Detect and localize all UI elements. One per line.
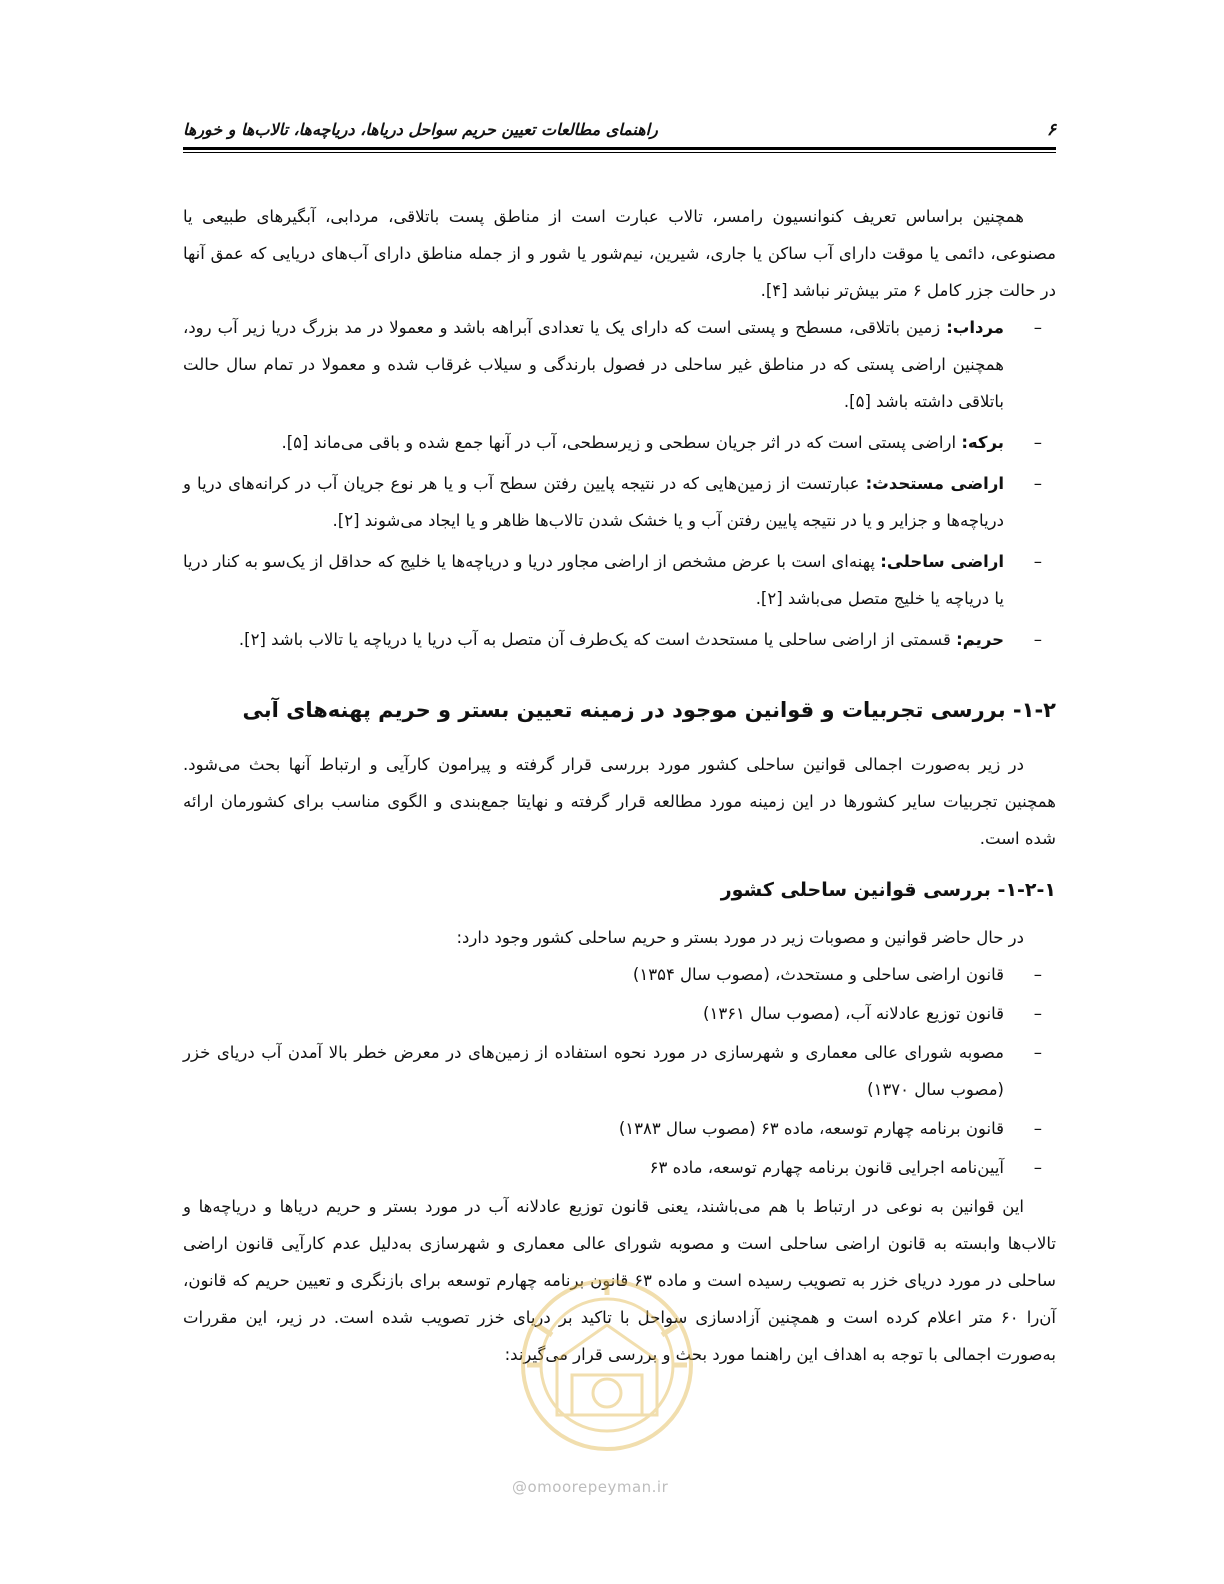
running-header [183, 112, 1056, 146]
page-number: ۶ [1046, 120, 1056, 140]
watermark-url [512, 1478, 668, 1496]
law-item [183, 956, 1056, 993]
laws-list [183, 956, 1056, 1186]
dash-bullet-icon: – [1033, 552, 1042, 571]
definition-item [183, 309, 1056, 420]
definition-text: زمین باتلاقی، مسطح و پستی است که دارای یک یا تعدادی آبراهه باشد و معمولا در مد بزرگ دریا زیر آب رود، همچنین اراضی پستی که در مناطق غیر ساحلی در فصول بارندگی و سیلاب غرقاب شده و معمولا در تمام سال حالت باتلاقی داشته باشد [۵]. [183, 318, 1004, 411]
watermark-url-text: omoorepeyman.ir [527, 1478, 669, 1496]
definition-term: مرداب: [946, 318, 1004, 337]
law-text: قانون اراضی ساحلی و مستحدث، (مصوب سال ۱۳۵۴) [632, 965, 1004, 984]
header-rule [183, 147, 1056, 153]
definition-item [183, 424, 1056, 461]
intro-paragraph: همچنین براساس تعریف کنوانسیون رامسر، تالاب عبارت است از مناطق پست باتلاقی، مردابی، آبگیرهای طبیعی یا مصنوعی، دائمی یا موقت دارای آب ساکن یا جاری، شیرین، نیم‌شور یا شور و از جمله مناطق دارای آب‌های دریایی که عمق آنها در حالت جزر کامل ۶ متر بیش‌تر نباشد [۴]. [183, 207, 1056, 300]
dash-bullet-icon: – [1033, 474, 1042, 493]
law-text: قانون توزیع عادلانه آب، (مصوب سال ۱۳۶۱) [703, 1004, 1004, 1023]
law-text: مصوبه شورای عالی معماری و شهرسازی در مورد نحوه استفاده از زمین‌های در معرض خطر بالا آمدن آب دریای خزر (مصوب سال ۱۳۷۰) [183, 1043, 1004, 1099]
main-content [183, 198, 1056, 1373]
definition-list [183, 309, 1056, 658]
definition-term: برکه: [961, 433, 1004, 452]
dash-bullet-icon: – [1033, 433, 1042, 452]
definition-item [183, 621, 1056, 658]
dash-bullet-icon: – [1033, 1043, 1042, 1062]
section-heading-2-1: ۱-۲- بررسی تجربیات و قوانین موجود در زمینه تعیین بستر و حریم پهنه‌های آبی [242, 698, 1056, 722]
definition-item [183, 465, 1056, 539]
definition-text: عبارتست از زمین‌هایی که در نتیجه پایین رفتن سطح آب و یا هر نوع جریان آب در کرانه‌های دریا و دریاچه‌ها و جزایر و یا در نتیجه پایین رفتن آب و یا خشک شدن تالاب‌ها ظاهر و یا ایجاد می‌شوند [۲]. [183, 474, 1004, 530]
closing-paragraph: این قوانین به نوعی در ارتباط با هم می‌باشند، یعنی قانون توزیع عادلانه آب در مورد بستر و حریم دریاها و دریاچه‌ها و تالاب‌ها وابسته به قانون اراضی ساحلی است و مصوبه شورای عالی معماری و شهرسازی به‌دلیل عدم کارآیی قانون اراضی ساحلی در مورد دریای خزر به تصویب رسیده است و ماده ۶۳ قانون برنامه چهارم توسعه برای بازنگری و تعیین حریم که قانون، آن‌را ۶۰ متر اعلام کرده است و همچنین آزادسازی سواحل با تاکید بر دریای خزر تصویب شده است. در زیر، این مقررات به‌صورت اجمالی با توجه به اهداف این راهنما مورد بحث و بررسی قرار می‌گیرند: [183, 1197, 1057, 1364]
dash-bullet-icon: – [1033, 1119, 1042, 1138]
definition-text: پهنه‌ای است با عرض مشخص از اراضی مجاور دریا و دریاچه‌ها یا خلیج که حداقل از یک‌سو به کنار دریا یا دریاچه یا خلیج متصل می‌باشد [۲]. [183, 552, 1004, 608]
definition-term: حریم: [956, 630, 1004, 649]
dash-bullet-icon: – [1033, 1004, 1042, 1023]
laws-intro: در حال حاضر قوانین و مصوبات زیر در مورد بستر و حریم ساحلی کشور وجود دارد: [456, 928, 1024, 947]
definition-term: اراضی ساحلی: [880, 552, 1004, 571]
dash-bullet-icon: – [1033, 1158, 1042, 1177]
running-title: راهنمای مطالعات تعیین حریم سواحل دریاها، دریاچه‌ها، تالاب‌ها و خورها [183, 120, 658, 139]
definition-term: اراضی مستحدث: [865, 474, 1004, 493]
dash-bullet-icon: – [1033, 318, 1042, 337]
law-item [183, 1034, 1056, 1108]
definition-item [183, 543, 1056, 617]
definition-text: قسمتی از اراضی ساحلی یا مستحدث است که یک‌طرف آن متصل به آب دریا یا دریاچه یا تالاب باشد [۲]. [238, 630, 957, 649]
dash-bullet-icon: – [1033, 630, 1042, 649]
at-icon: @ [512, 1478, 528, 1496]
law-text: قانون برنامه چهارم توسعه، ماده ۶۳ (مصوب سال ۱۳۸۳) [618, 1119, 1004, 1138]
definition-text: اراضی پستی است که در اثر جریان سطحی و زیرسطحی، آب در آنها جمع شده و باقی می‌ماند [۵]. [281, 433, 962, 452]
section-heading-2-1-1: ۱-۲-۱- بررسی قوانین ساحلی کشور [720, 879, 1056, 901]
dash-bullet-icon: – [1033, 965, 1042, 984]
section-2-1-paragraph: در زیر به‌صورت اجمالی قوانین ساحلی کشور مورد بررسی قرار گرفته و پیرامون کارآیی و ارتباط آنها بحث می‌شود. همچنین تجربیات سایر کشورها در این زمینه مورد مطالعه قرار گرفته و نهایتا جمع‌بندی و الگوی مناسب برای کشورمان ارائه شده است. [183, 755, 1056, 848]
law-text: آیین‌نامه اجرایی قانون برنامه چهارم توسعه، ماده ۶۳ [649, 1158, 1004, 1177]
law-item [183, 1110, 1056, 1147]
law-item [183, 995, 1056, 1032]
law-item [183, 1149, 1056, 1186]
